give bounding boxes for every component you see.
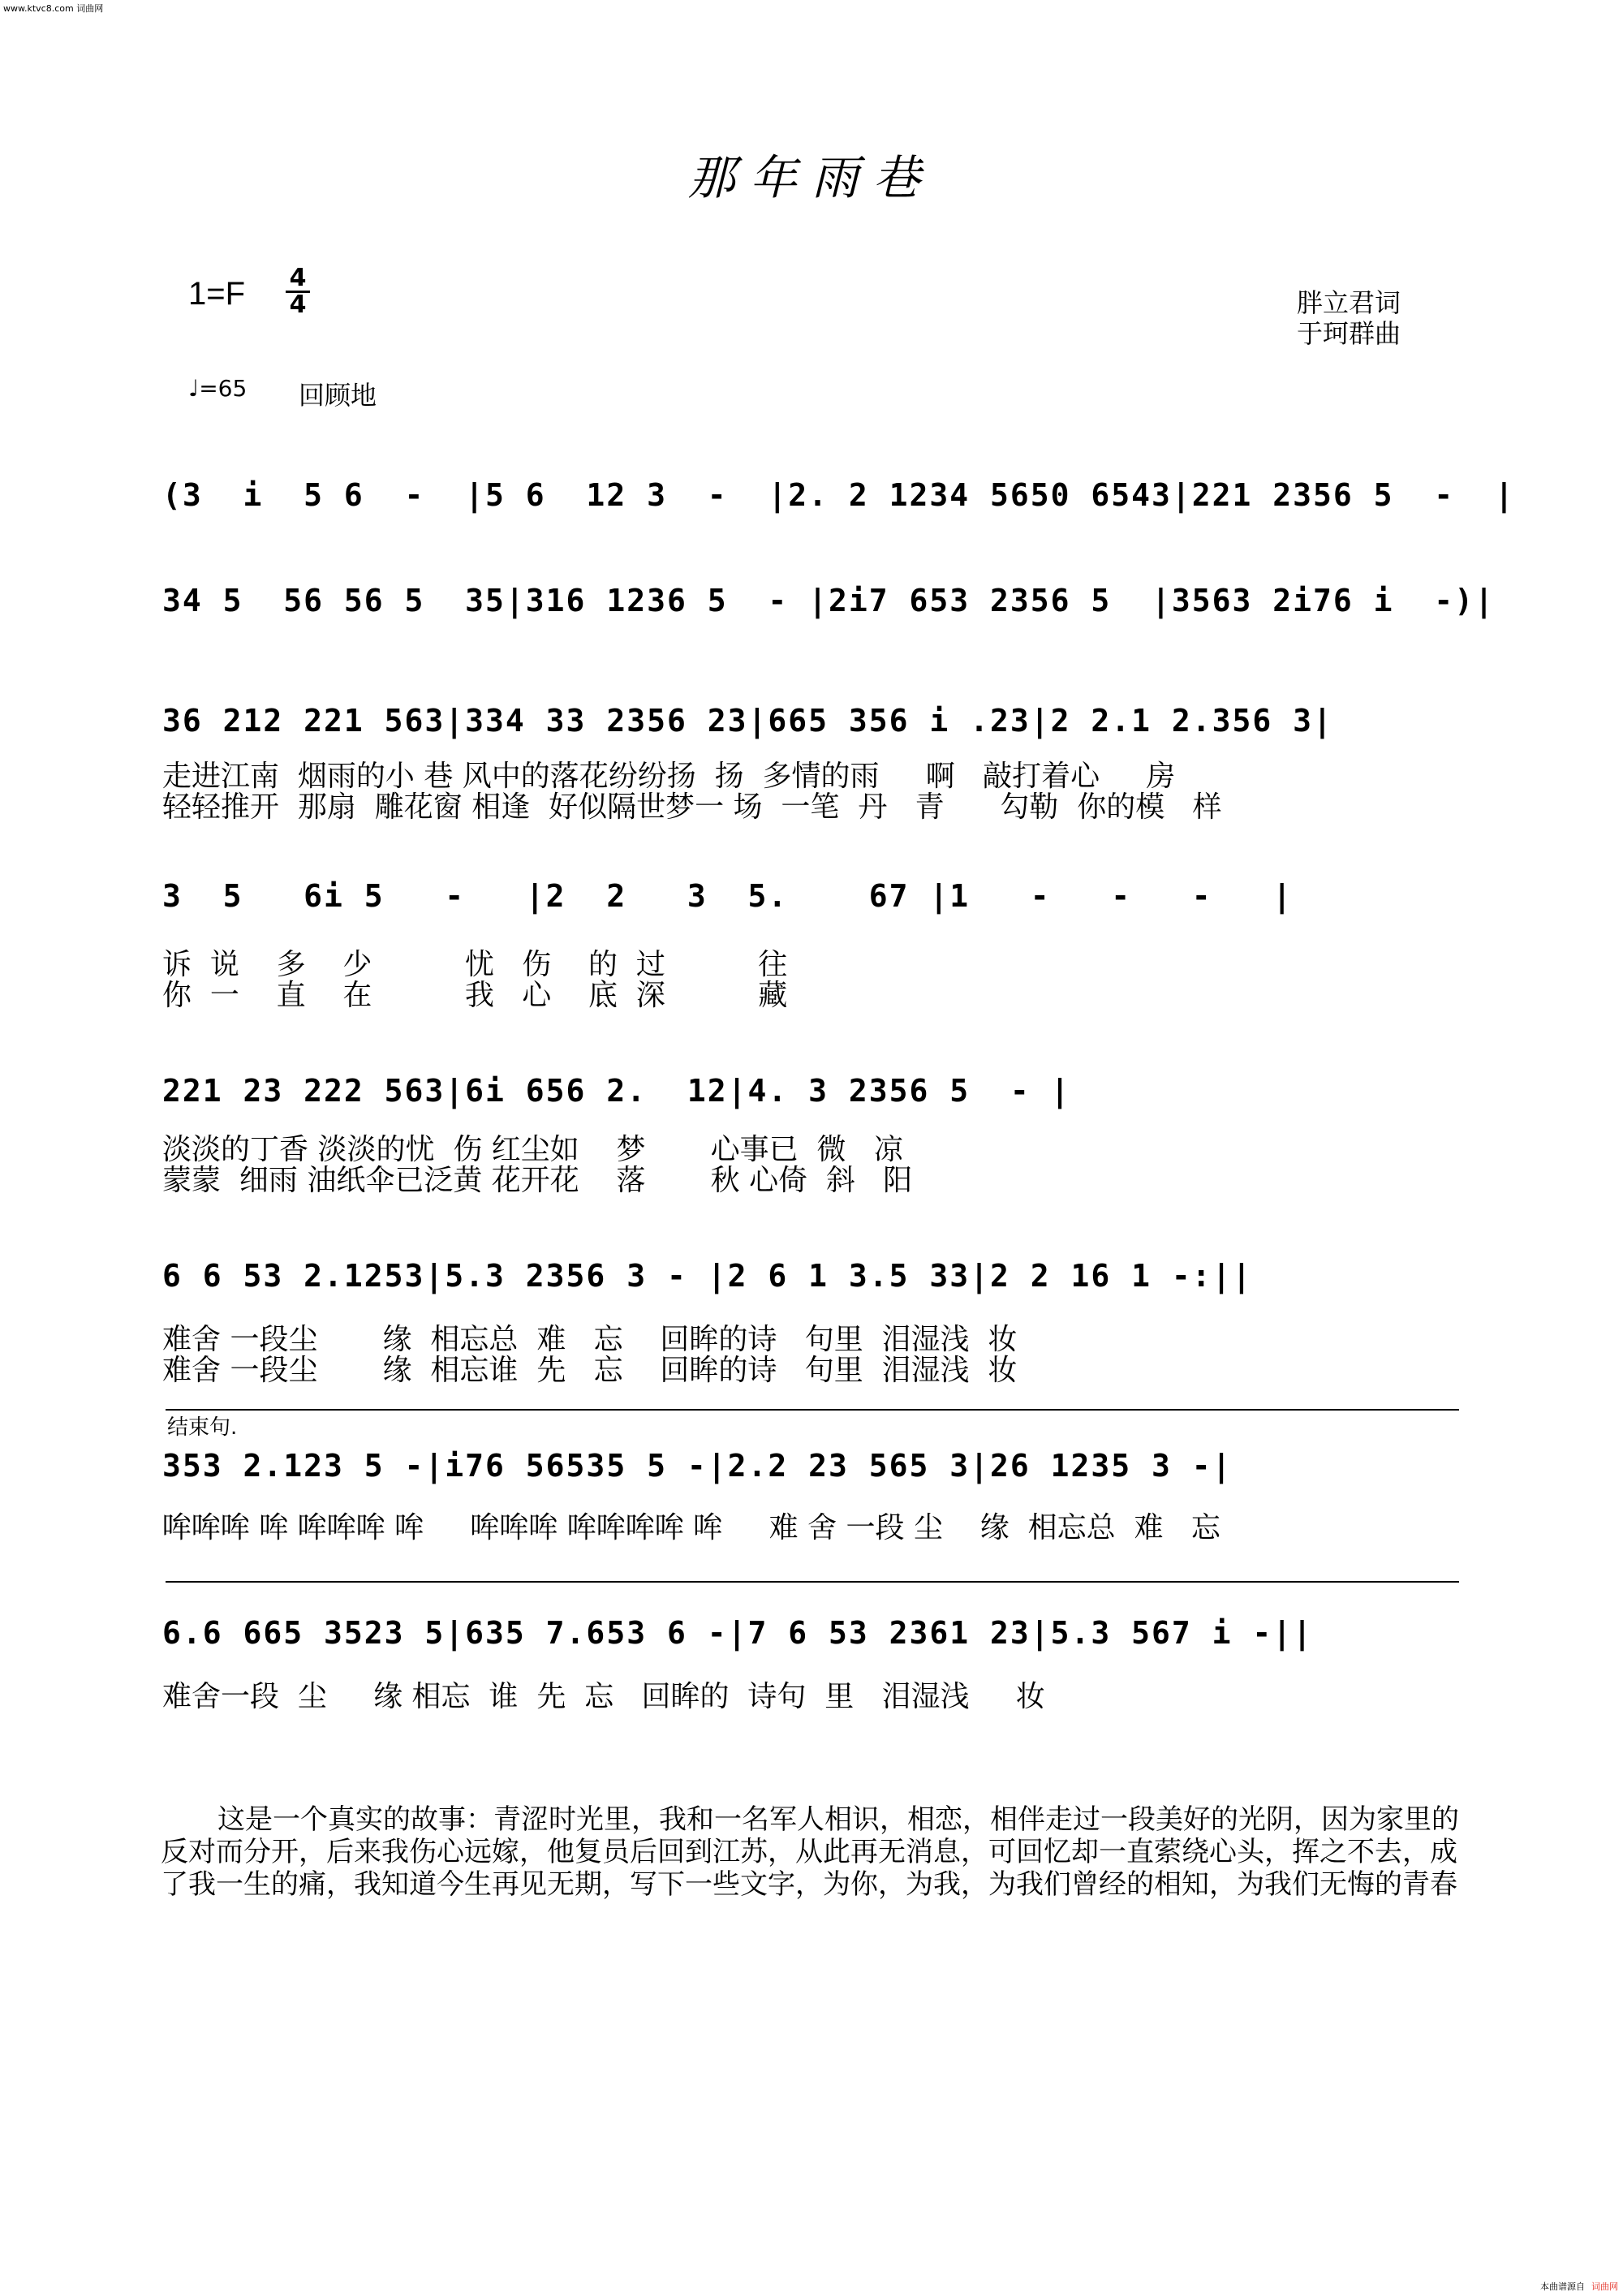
staff-line-5 [162,1073,1475,1197]
lyric-verse-2: 难舍 一段尘 缘 相忘谁 先 忘 回眸的诗 句里 泪湿浅 妆 [162,1354,1018,1387]
story-paragraph: 这是一个真实的故事：青涩时光里，我和一名军人相识，相恋，相伴走过一段美好的光阴，因为家里的反对而分开，后来我伤心远嫁，他复员后回到江苏，从此再无消息，可回忆却一直萦绕心头，挥之不去，成了我一生的痛，我知道今生再见无期，写下一些文字，为你，为我，为我们曾经的相知，为我们无悔的青春 [161,1803,1459,1901]
staff-line-2 [162,583,1495,627]
composer-credit: 于珂群曲 [1297,318,1401,349]
key-signature: 1=F [188,276,246,312]
lyric-verse-2: 你 一 直 在 我 心 底 深 藏 [162,979,788,1012]
staff-line-3 [162,703,1475,824]
staff-line-4 [162,878,1475,1012]
staff-notes: 36 212 221 563|334 33 2356 23|665 356 i .23|2 2.1 2.356 3| [162,703,1333,739]
song-title: 那年雨巷 [687,150,935,205]
ending-bracket-2 [166,1581,1459,1583]
footer-note: 本曲谱源自 [1540,2281,1585,2292]
time-signature [286,266,310,317]
staff-notes: 6 6 53 2.1253|5.3 2356 3 - |2 6 1 3.5 33|2 2 16 1 -:|| [162,1258,1253,1294]
footer-brand: 词曲网 [1591,2281,1618,2292]
staff-notes: 221 23 222 563|6i 656 2. 12|4. 3 2356 5 - | [162,1073,1071,1109]
staff-notes: 34 5 56 56 5 35|316 1236 5 - |2i7 653 2356 5 |3563 2i76 i -)| [162,583,1495,618]
lyric-verse-2: 蒙蒙 细雨 油纸伞已泛黄 花开花 落 秋 心倚 斜 阳 [162,1164,913,1197]
lyric-verse-2: 轻轻推开 那扇 雕花窗 相逢 好似隔世梦一 场 一笔 丹 青 勾勒 你的模 样 [162,790,1222,824]
lyric-verse-1: 走进江南 烟雨的小 巷 风中的落花纷纷扬 扬 多情的雨 啊 敲打着心 房 [162,760,1176,793]
lyricist-credit: 胖立君词 [1297,287,1401,318]
staff-notes: 353 2.123 5 -|i76 56535 5 -|2.2 23 565 3|26 1235 3 -| [162,1448,1233,1484]
staff-notes: 6.6 665 3523 5|635 7.653 6 -|7 6 53 2361 23|5.3 567 i -|| [162,1615,1314,1651]
quarter-note-icon: ♩ [188,375,200,402]
lyric-verse-1: 哞哞哞 哞 哞哞哞 哞 哞哞哞 哞哞哞哞 哞 难 舍 一段 尘 缘 相忘总 难 忘 [162,1511,1220,1544]
expression-mark: 回顾地 [299,380,377,411]
staff-line-6 [162,1258,1475,1387]
tempo-value: =65 [199,375,248,402]
staff-line-7 [162,1448,1475,1544]
footer-credit [1540,2280,1618,2293]
ending-label: 结束句. [167,1415,238,1440]
staff-notes: 3 5 6i 5 - |2 2 3 5. 67 |1 - - - | [162,878,1294,914]
staff-line-1 [162,477,1515,521]
ending-bracket [166,1409,1459,1411]
lyric-verse-1: 淡淡的丁香 淡淡的忧 伤 红尘如 梦 心事已 微 凉 [162,1133,903,1166]
lyric-verse-1: 诉 说 多 少 忧 伤 的 过 往 [162,948,788,981]
lyric-verse-1: 难舍一段 尘 缘 相忘 谁 先 忘 回眸的 诗句 里 泪湿浅 妆 [162,1680,1045,1713]
staff-line-8 [162,1615,1475,1713]
staff-notes: (3 i 5 6 - |5 6 12 3 - |2. 2 1234 5650 6543|221 2356 5 - | [162,477,1515,513]
tempo-mark [188,375,247,402]
time-signature-top: 4 [289,264,307,292]
site-watermark: www.ktvc8.com 词曲网 [3,3,104,14]
time-signature-bottom: 4 [289,291,307,319]
lyric-verse-1: 难舍 一段尘 缘 相忘总 难 忘 回眸的诗 句里 泪湿浅 妆 [162,1323,1018,1356]
